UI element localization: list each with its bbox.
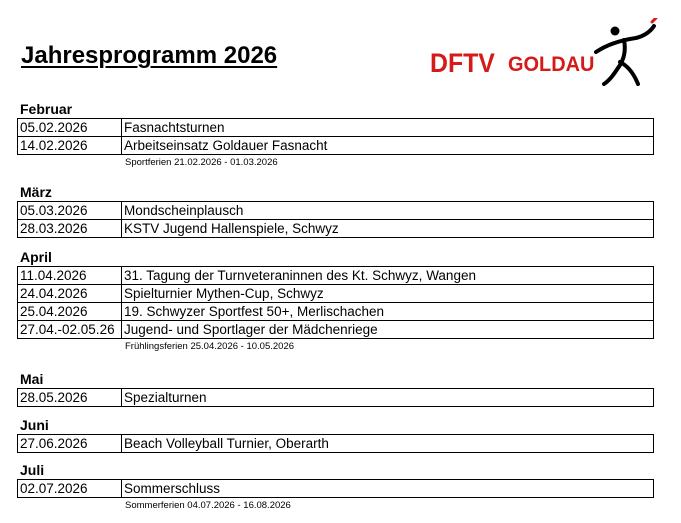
logo-dftv-text: DFTV	[430, 48, 495, 78]
event-name: Spezialturnen	[122, 389, 654, 407]
event-name: Arbeitseinsatz Goldauer Fasnacht	[122, 137, 654, 155]
table-row	[18, 321, 654, 339]
event-date: 05.02.2026	[18, 119, 122, 137]
event-date: 28.05.2026	[18, 389, 122, 407]
month-heading: Juli	[20, 462, 45, 478]
month-section-mai	[20, 371, 660, 407]
table-row	[18, 137, 654, 155]
holiday-note: Sportferien 21.02.2026 - 01.03.2026	[125, 157, 278, 168]
events-table	[17, 479, 654, 498]
month-heading: April	[20, 249, 52, 265]
event-date: 02.07.2026	[18, 480, 122, 498]
holiday-note: Sommerferien 04.07.2026 - 16.08.2026	[125, 500, 291, 511]
events-table	[17, 388, 654, 407]
table-row	[18, 285, 654, 303]
table-row	[18, 119, 654, 137]
event-name: Jugend- und Sportlager der Mädchenriege	[122, 321, 654, 339]
event-name: Fasnachtsturnen	[122, 119, 654, 137]
event-date: 28.03.2026	[18, 220, 122, 238]
event-date: 27.04.-02.05.26	[18, 321, 122, 339]
month-section-juni	[20, 417, 660, 453]
event-date: 27.06.2026	[18, 435, 122, 453]
table-row	[18, 480, 654, 498]
event-name: 31. Tagung der Turnveteraninnen des Kt. Schwyz, Wangen	[122, 267, 654, 285]
table-row	[18, 267, 654, 285]
logo-goldau-text: GOLDAU	[508, 53, 595, 76]
page-title: Jahresprogramm 2026	[21, 42, 278, 69]
event-date: 11.04.2026	[18, 267, 122, 285]
event-date: 05.03.2026	[18, 202, 122, 220]
events-table	[17, 118, 654, 155]
event-name: Spielturnier Mythen-Cup, Schwyz	[122, 285, 654, 303]
month-heading: März	[20, 184, 52, 200]
event-date: 24.04.2026	[18, 285, 122, 303]
event-name: Mondscheinplausch	[122, 202, 654, 220]
holiday-note: Frühlingsferien 25.04.2026 - 10.05.2026	[125, 341, 295, 352]
club-logo	[430, 18, 670, 88]
table-row	[18, 202, 654, 220]
event-name: Beach Volleyball Turnier, Oberarth	[122, 435, 654, 453]
event-name: Sommerschluss	[122, 480, 654, 498]
event-name: 19. Schwyzer Sportfest 50+, Merlischachen	[122, 303, 654, 321]
table-row	[18, 389, 654, 407]
month-section-februar	[20, 101, 660, 169]
month-heading: Mai	[20, 371, 44, 387]
month-section-juli	[20, 462, 660, 512]
month-section-april	[20, 249, 660, 353]
month-heading: Juni	[20, 417, 49, 433]
events-table	[17, 434, 654, 453]
month-section-maerz	[20, 184, 660, 238]
table-row	[18, 435, 654, 453]
event-date: 25.04.2026	[18, 303, 122, 321]
events-table	[17, 201, 654, 238]
table-row	[18, 220, 654, 238]
gymnast-figure-icon	[588, 18, 660, 88]
events-table	[17, 266, 654, 339]
event-name: KSTV Jugend Hallenspiele, Schwyz	[122, 220, 654, 238]
table-row	[18, 303, 654, 321]
event-date: 14.02.2026	[18, 137, 122, 155]
month-heading: Februar	[20, 101, 73, 117]
